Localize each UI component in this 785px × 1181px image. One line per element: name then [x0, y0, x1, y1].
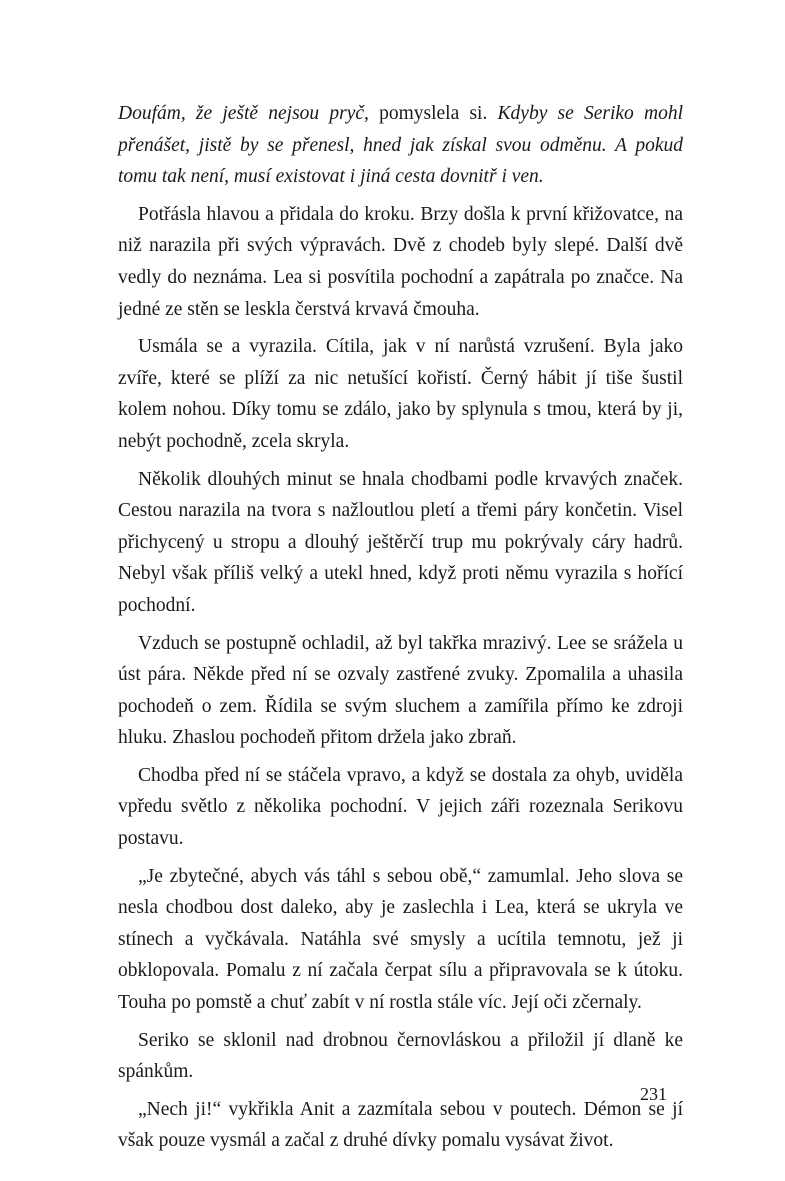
paragraph-9: „Nech ji!“ vykřikla Anit a zazmítala sebou v poutech. Démon se jí však pouze vysmál a začal z druhé dívky pomalu vysávat život.: [118, 1098, 683, 1152]
paragraph-5: Vzduch se postupně ochladil, až byl takřka mrazivý. Lee se srážela u úst pára. Někde před ní se ozvaly zastřené zvuky. Zpomalila a uhasila pochodeň o zem. Řídila se svým sluchem a zamířila přímo ke zdroji hluku. Zhaslou pochodeň přitom držela jako zbraň.: [118, 632, 683, 749]
italic-thought-1: Doufám, že ještě nejsou pryč,: [118, 103, 369, 124]
page-number: 231: [640, 1084, 667, 1104]
paragraph-8: Seriko se sklonil nad drobnou černovláskou a přiložil jí dlaně ke spánkům.: [118, 1029, 683, 1083]
narration: pomyslela si.: [368, 103, 498, 124]
paragraph-4: Několik dlouhých minut se hnala chodbami podle krvavých značek. Cestou narazila na tvora s nažloutlou pletí a třemi páry končetin. Visel přichycený u stropu a dlouhý ještěrčí trup mu pokrývaly cáry hadrů. Nebyl však příliš velký a utekl hned, když proti němu vyrazila s hořící pochodní.: [118, 468, 683, 616]
paragraph-6: Chodba před ní se stáčela vpravo, a když se dostala za ohyb, uviděla vpředu světlo z několika pochodní. V jejich záři rozeznala Serikovu postavu.: [118, 764, 683, 850]
body-text: [118, 98, 683, 1163]
paragraph-7: „Je zbytečné, abych vás táhl s sebou obě,“ zamumlal. Jeho slova se nesla chodbou dost daleko, aby je zaslechla i Lea, která se ukryla ve stínech a vyčkávala. Natáhla své smysly a ucítila temnotu, jež ji obklopovala. Pomalu z ní začala čerpat sílu a připravovala se k útoku. Touha po pomstě a chuť zabít v ní rostla stále víc. Její oči zčernaly.: [118, 865, 683, 1014]
paragraph-1: [118, 98, 683, 193]
paragraph-2: Potřásla hlavou a přidala do kroku. Brzy došla k první křižovatce, na niž narazila při svých výpravách. Dvě z chodeb byly slepé. Další dvě vedly do neznáma. Lea si posvítila pochodní a zapátrala po značce. Na jedné ze stěn se leskla čerstvá krvavá čmouha.: [118, 203, 683, 320]
paragraph-3: Usmála se a vyrazila. Cítila, jak v ní narůstá vzrušení. Byla jako zvíře, které se plíží za nic netušící kořistí. Černý hábit jí tiše šustil kolem nohou. Díky tomu se zdálo, jako by splynula s tmou, která by ji, nebýt pochodně, zcela skryla.: [118, 336, 683, 452]
italic-thought-2: Kdyby se Seriko mohl přenášet, jistě by se přenesl, hned jak získal svou odměnu. A pokud tomu tak není, musí existovat i jiná cesta dovnitř i ven.: [118, 103, 683, 188]
